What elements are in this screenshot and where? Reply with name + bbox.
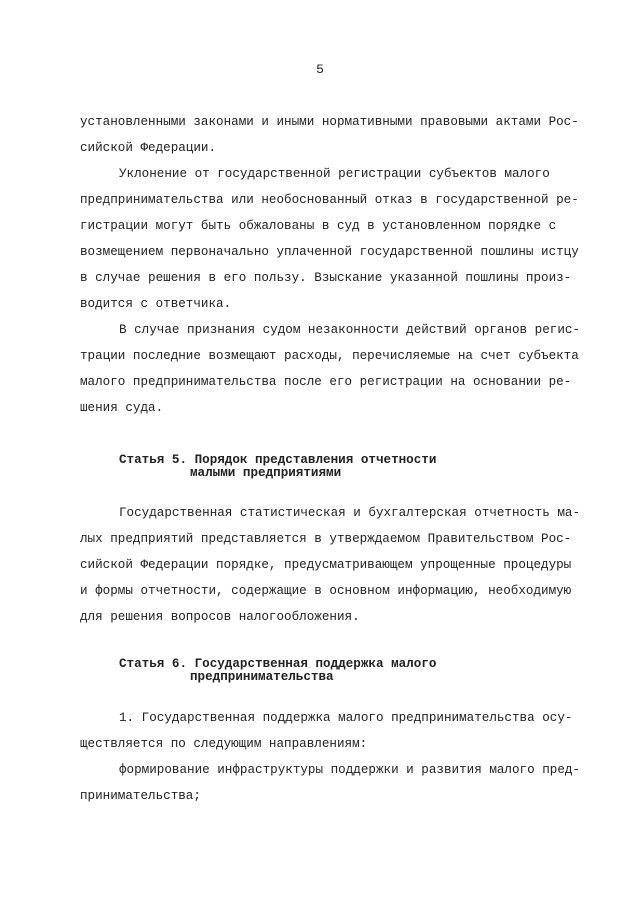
paragraph-2-line-1: Уклонение от государственной регистрации субъектов малого xyxy=(119,167,550,181)
article-6-item-1-line-2: ществляется по следующим направлениям: xyxy=(80,737,368,751)
article-5-line-4: и формы отчетности, содержащие в основном информацию, необходимую xyxy=(80,584,572,598)
paragraph-2-line-5: в случае решения в его пользу. Взыскание указанной пошлины произ- xyxy=(80,271,572,285)
article-5-heading-line-2: малыми предприятиями xyxy=(190,466,342,480)
paragraph-3-line-1: В случае признания судом незаконности действий органов регис- xyxy=(119,323,581,337)
article-5-heading: Статья 5. Порядок представления отчетности xyxy=(119,453,437,467)
article-6-heading-line-2: предпринимательства xyxy=(190,670,334,684)
paragraph-3-line-3: малого предпринимательства после его регистрации на основании ре- xyxy=(80,375,572,389)
paragraph-3-line-4: шения суда. xyxy=(80,401,164,415)
article-5-line-5: для решения вопросов налогообложения. xyxy=(80,610,360,624)
paragraph-3-line-2: трации последние возмещают расходы, перечисляемые на счет субъекта xyxy=(80,349,579,363)
paragraph-2-line-2: предпринимательства или необоснованный отказ в государственной ре- xyxy=(80,193,579,207)
paragraph-1-line-1: установленными законами и иными нормативными правовыми актами Рос- xyxy=(80,115,579,129)
paragraph-2-line-4: возмещением первоначально уплаченной государственной пошлины истцу xyxy=(80,245,579,259)
paragraph-2-line-3: гистрации могут быть обжалованы в суд в установленном порядке с xyxy=(80,219,557,233)
article-6-heading: Статья 6. Государственная поддержка малого xyxy=(119,657,437,671)
article-5-line-2: лых предприятий представляется в утверждаемом Правительством Рос- xyxy=(80,532,572,546)
paragraph-1-line-2: сийской Федерации. xyxy=(80,141,217,155)
article-6-item-1-line-1: 1. Государственная поддержка малого предпринимательства осу- xyxy=(119,711,573,725)
article-6-item-2-line-1: формирование инфраструктуры поддержки и развития малого пред- xyxy=(119,763,581,777)
article-5-line-3: сийской Федерации порядке, предусматривающем упрощенные процедуры xyxy=(80,558,572,572)
page-number: 5 xyxy=(316,62,324,77)
article-5-line-1: Государственная статистическая и бухгалтерская отчетность ма- xyxy=(119,506,581,520)
paragraph-2-line-6: водится с ответчика. xyxy=(80,297,232,311)
article-6-item-2-line-2: принимательства; xyxy=(80,789,201,803)
